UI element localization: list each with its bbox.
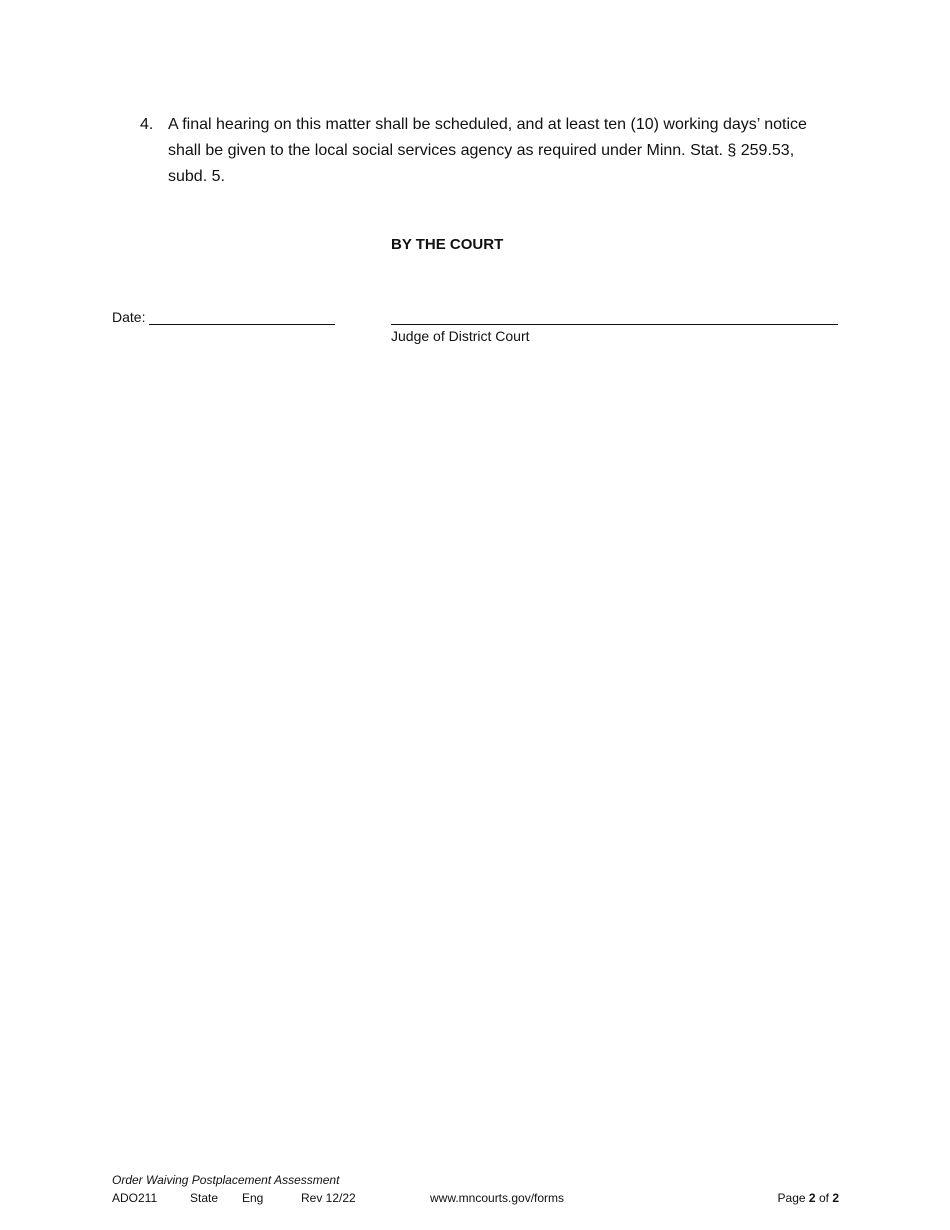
footer-row: [112, 1191, 839, 1207]
date-signature-field: [112, 309, 335, 325]
paragraph-number: 4.: [140, 116, 154, 133]
court-heading: BY THE COURT: [391, 236, 504, 253]
judge-signature-line: [391, 324, 838, 325]
paragraph-text: A final hearing on this matter shall be scheduled, and at least ten (10) working days’ notice shall be given to the local social services agency as required under Minn. Stat. § 259.53, subd. 5.: [168, 116, 807, 185]
footer-form-title: Order Waiving Postplacement Assessment: [112, 1173, 340, 1187]
date-line: [149, 310, 335, 325]
footer-page-number: [778, 1191, 839, 1205]
numbered-paragraph: [140, 112, 830, 190]
date-label: Date:: [112, 309, 146, 325]
page-total: 2: [832, 1191, 839, 1205]
page-current: 2: [808, 1191, 816, 1205]
footer-jurisdiction: State: [190, 1191, 219, 1205]
footer-language: Eng: [242, 1191, 264, 1205]
page-of: of: [818, 1191, 829, 1205]
judge-label: Judge of District Court: [391, 328, 530, 344]
page-prefix: Page: [777, 1191, 806, 1205]
footer-website: www.mncourts.gov/forms: [430, 1191, 565, 1205]
footer-revision: Rev 12/22: [301, 1191, 356, 1205]
footer-form-code: ADO211: [112, 1191, 158, 1205]
